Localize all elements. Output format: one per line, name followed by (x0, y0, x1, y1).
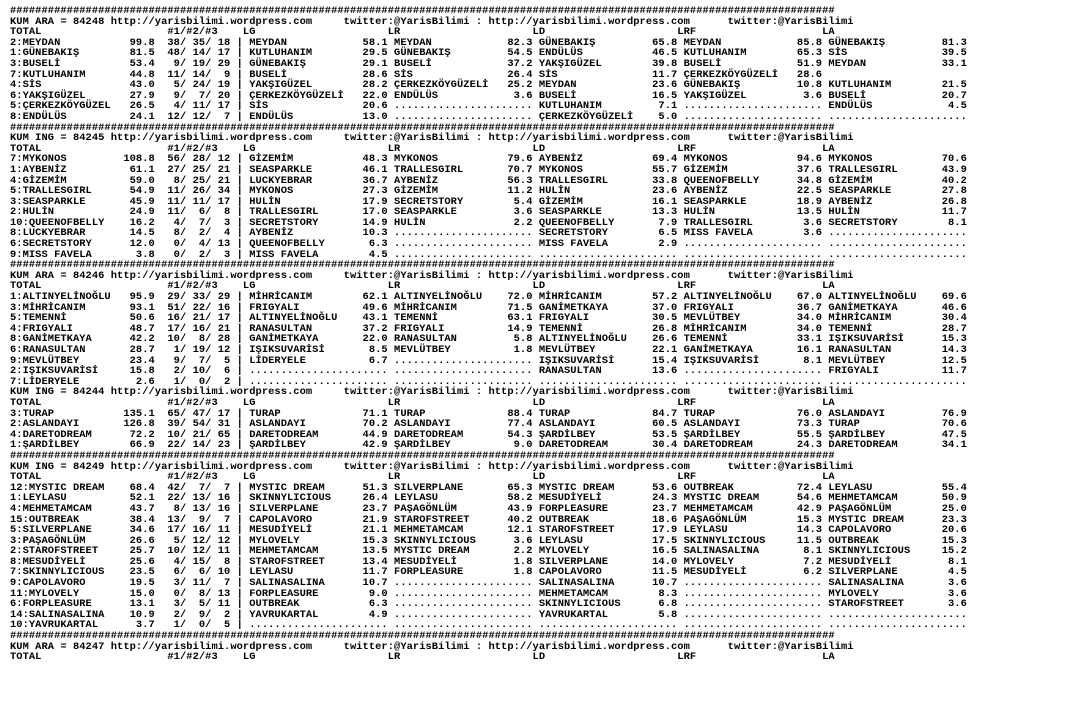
text-line: 2:STAROFSTREET 25.7 10/ 12/ 11 | MEHMETAMCAM 13.5 MYSTIC DREAM 2.2 MYLOVELY 16.5 SALINASALINA 8.1 SKINNYLICIOUS 15.2 (10, 545, 967, 558)
text-line: 2:IŞIKSUVARİSİ 15.8 2/ 10/ 6 | ...................... ...................... RANASULTAN 13.6 ...................... FRIGYALI 11.7 (10, 365, 967, 378)
text-line: 6:SECRETSTORY 12.0 0/ 4/ 13 | QUEENOFBELLY 6.3 ...................... MISS FAVELA 2.9 ...................... ...................... (10, 238, 967, 251)
text-line: TOTAL #1/#2/#3 LG LR LD LRF LA (10, 142, 835, 155)
text-line: 3:BUSELİ 53.4 9/ 19/ 29 | GÜNEBAKIŞ 29.1 BUSELİ 37.2 YAKŞIGÜZEL 39.8 BUSELİ 51.9 MEYDAN 33.1 (10, 57, 967, 70)
text-line: KUM ING = 84245 http://yarisbilimi.wordpress.com twitter:@YarisBilimi : http://yarisbilimi.wordpress.com twitter:@YarisBilimi (10, 132, 854, 145)
text-line: TOTAL #1/#2/#3 LG LR LD LRF LA (10, 651, 835, 664)
text-line: 7:LİDERYELE 2.6 1/ 0/ 2 | ...................... ...................... ...................... ...................... ...................... (10, 375, 967, 388)
text-line: 7:MYKONOS 108.8 56/ 28/ 12 | GİZEMİM 48.3 MYKONOS 79.6 AYBENİZ 69.4 MYKONOS 94.6 MYKONOS 70.6 (10, 153, 967, 166)
text-line: 1:GÜNEBAKIŞ 81.5 48/ 14/ 17 | KUTLUHANIM 29.5 GÜNEBAKIŞ 54.5 ENDÜLÜS 46.5 KUTLUHANIM 65.3 SİS 39.5 (10, 47, 967, 60)
separator-line: ################################################################################################################################### (10, 5, 835, 17)
text-line: TOTAL #1/#2/#3 LG LR LD LRF LA (10, 471, 835, 484)
text-line: 8:LUCKYEBRAR 14.5 8/ 2/ 4 | AYBENİZ 10.3 ...................... SECRETSTORY 6.5 MISS FAVELA 3.6 ...................... (10, 227, 967, 240)
text-line: 5:SILVERPLANE 34.6 17/ 16/ 11 | MESUDİYELİ 21.1 MEHMETAMCAM 12.1 STAROFSTREET 17.9 LEYLASU 14.3 CAPOLAVORO 20.6 (10, 524, 967, 537)
text-line: 3:TURAP 135.1 65/ 47/ 17 | TURAP 71.1 TURAP 88.4 TURAP 84.7 TURAP 76.0 ASLANDAYI 76.9 (10, 407, 967, 420)
separator-line: ################################################################################################################################### (10, 121, 835, 134)
text-line: 9:MEVLÜTBEY 23.4 9/ 7/ 5 | LİDERYELE 6.7 ...................... IŞIKSUVARİSİ 15.4 IŞIKSUVARİSİ 8.1 MEVLÜTBEY 12.5 (10, 354, 967, 367)
text-line: 8:ENDÜLÜS 24.1 12/ 12/ 7 | ENDÜLÜS 13.0 ...................... ÇERKEZKÖYGÜZELİ 5.0 ...................... ...................... (10, 110, 967, 123)
text-line: 6:RANASULTAN 28.7 1/ 19/ 12 | IŞIKSUVARİSİ 8.5 MEVLÜTBEY 1.8 MEVLÜTBEY 22.1 GANİMETKAYA 16.1 RANASULTAN 14.3 (10, 344, 967, 356)
text-line: 2:MEYDAN 99.8 38/ 35/ 18 | MEYDAN 58.1 MEYDAN 82.3 GÜNEBAKIŞ 65.8 MEYDAN 85.8 GÜNEBAKIŞ 81.3 (10, 36, 967, 49)
text-line: 12:MYSTIC DREAM 68.4 42/ 7/ 7 | MYSTIC DREAM 51.3 SILVERPLANE 65.3 MYSTIC DREAM 53.6 OUTBREAK 72.4 LEYLASU 55.4 (10, 481, 967, 494)
text-line: 4:FRIGYALI 48.7 17/ 16/ 21 | RANASULTAN 37.2 FRIGYALI 14.9 TEMENNİ 26.8 MİHRİCANIM 34.0 TEMENNİ 28.7 (10, 322, 967, 335)
text-line: 1:ŞARDİLBEY 66.9 22/ 14/ 23 | ŞARDİLBEY 42.9 ŞARDİLBEY 9.0 DARETODREAM 30.4 DARETODREAM 24.3 DARETODREAM 34.1 (10, 439, 967, 452)
text-line: KUM ING = 84249 http://yarisbilimi.wordpress.com twitter:@YarisBilimi : http://yarisbilimi.wordpress.com twitter:@YarisBilimi (10, 460, 854, 473)
separator-line: ################################################################################################################################### (10, 449, 835, 462)
text-line: 4:GİZEMİM 59.0 8/ 25/ 21 | LUCKYEBRAR 36.7 AYBENİZ 56.3 TRALLESGIRL 33.8 QUEENOFBELLY 34.8 GİZEMİM 40.2 (10, 174, 967, 187)
text-line: 5:TEMENNİ 50.6 16/ 21/ 17 | ALTINYELİNOĞLU 43.1 TEMENNİ 63.1 FRIGYALI 30.5 MEVLÜTBEY 34.0 MİHRİCANIM 30.4 (10, 312, 967, 325)
text-line: 10:YAVRUKARTAL 3.7 1/ 0/ 5 | ...................... ...................... ...................... ...................... ...................... (10, 619, 967, 632)
text-line: 1:AYBENİZ 61.1 27/ 25/ 21 | SEASPARKLE 46.1 TRALLESGIRL 70.7 MYKONOS 55.7 GİZEMİM 37.6 TRALLESGIRL 43.9 (10, 163, 967, 176)
text-line: 7:SKINNYLICIOUS 23.5 6/ 6/ 10 | LEYLASU 11.7 FORPLEASURE 1.8 CAPOLAVORO 11.5 MESUDİYELİ 6.2 SILVERPLANE 4.5 (10, 566, 967, 579)
text-line: 2:HULİN 24.9 11/ 6/ 8 | TRALLESGIRL 17.0 SEASPARKLE 3.6 SEASPARKLE 13.3 HULİN 13.5 HULİN 11.7 (10, 206, 967, 219)
text-line: TOTAL #1/#2/#3 LG LR LD LRF LA (10, 280, 835, 293)
text-line: 9:MISS FAVELA 3.8 0/ 2/ 3 | MISS FAVELA 4.5 ...................... ...................... ...................... ...................... (10, 248, 967, 261)
text-line: 14:SALINASALINA 10.9 2/ 9/ 2 | YAVRUKARTAL 4.9 ...................... YAVRUKARTAL 5.8 ...................... ...................... (10, 608, 967, 621)
text-line: 5:TRALLESGIRL 54.9 11/ 26/ 34 | MYKONOS 27.3 GİZEMİM 11.2 HULİN 23.6 AYBENİZ 22.5 SEASPARKLE 27.8 (10, 185, 967, 198)
text-line: TOTAL #1/#2/#3 LG LR LD LRF LA (10, 26, 835, 39)
text-line: 4:SİS 43.0 5/ 24/ 19 | YAKŞIGÜZEL 28.2 ÇERKEZKÖYGÜZELİ 25.2 MEYDAN 23.6 GÜNEBAKIŞ 10.8 KUTLUHANIM 21.5 (10, 79, 967, 92)
text-line: 3:MİHRİCANIM 93.1 51/ 22/ 16 | FRIGYALI 49.6 MİHRİCANIM 71.5 GANİMETKAYA 37.0 FRIGYALI 36.7 GANİMETKAYA 46.6 (10, 301, 967, 314)
text-line: 5:ÇERKEZKÖYGÜZEL 26.5 4/ 11/ 17 | SİS 20.6 ...................... KUTLUHANIM 7.1 ...................... ENDÜLÜS 4.5 (10, 100, 967, 113)
text-line: 6:FORPLEASURE 13.1 3/ 5/ 11 | OUTBREAK 6.3 ...................... SKINNYLICIOUS 6.8 ...................... STAROFSTREET 3.6 (10, 598, 967, 611)
text-line: 10:QUEENOFBELLY 16.2 4/ 7/ 3 | SECRETSTORY 14.9 HULİN 2.2 QUEENOFBELLY 7.9 TRALLESGIRL 3.6 SECRETSTORY 8.1 (10, 216, 967, 229)
text-line: 2:ASLANDAYI 126.8 39/ 54/ 31 | ASLANDAYI 70.2 ASLANDAYI 77.4 ASLANDAYI 60.5 ASLANDAYI 73.3 TURAP 70.6 (10, 418, 967, 431)
text-line: KUM ARA = 84248 http://yarisbilimi.wordpress.com twitter:@YarisBilimi : http://yarisbilimi.wordpress.com twitter:@YarisBilimi (10, 15, 854, 28)
text-line: KUM ING = 84244 http://yarisbilimi.wordpress.com twitter:@YarisBilimi : http://yarisbilimi.wordpress.com twitter:@YarisBilimi (10, 386, 854, 399)
text-line: 11:MYLOVELY 15.0 0/ 8/ 13 | FORPLEASURE 9.0 ...................... MEHMETAMCAM 8.3 ...................... MYLOVELY 3.6 (10, 587, 967, 600)
text-line: 4:DARETODREAM 72.2 10/ 21/ 65 | DARETODREAM 44.9 DARETODREAM 54.3 ŞARDİLBEY 53.5 ŞARDİLBEY 55.5 ŞARDİLBEY 47.5 (10, 428, 967, 441)
text-line: 8:MESUDİYELİ 25.6 4/ 15/ 8 | STAROFSTREET 13.4 MESUDİYELİ 1.8 SILVERPLANE 14.0 MYLOVELY 7.2 MESUDİYELİ 8.1 (10, 555, 967, 568)
text-line: KUM ARA = 84247 http://yarisbilimi.wordpress.com twitter:@YarisBilimi : http://yarisbilimi.wordpress.com twitter:@YarisBilimi (10, 640, 854, 653)
text-line: 15:OUTBREAK 38.4 13/ 9/ 7 | CAPOLAVORO 21.9 STAROFSTREET 40.2 OUTBREAK 18.6 PAŞAGÖNLÜM 15.3 MYSTIC DREAM 23.3 (10, 513, 967, 526)
separator-line: ################################################################################################################################### (10, 259, 835, 272)
text-line: 1:LEYLASU 52.1 22/ 13/ 16 | SKINNYLICIOUS 26.4 LEYLASU 58.2 MESUDİYELİ 24.3 MYSTIC DREAM 54.6 MEHMETAMCAM 50.9 (10, 492, 967, 505)
separator-line: ################################################################################################################################### (10, 630, 835, 643)
text-line: 9:CAPOLAVORO 19.5 3/ 11/ 7 | SALINASALINA 10.7 ...................... SALINASALINA 10.7 ...................... SALINASALINA 3.6 (10, 577, 967, 590)
text-line: 8:GANİMETKAYA 42.2 10/ 8/ 28 | GANİMETKAYA 22.0 RANASULTAN 5.8 ALTINYELİNOĞLU 26.6 TEMENNİ 33.1 IŞIKSUVARİSİ 15.3 (10, 333, 967, 346)
text-line: KUM ARA = 84246 http://yarisbilimi.wordpress.com twitter:@YarisBilimi : http://yarisbilimi.wordpress.com twitter:@YarisBilimi (10, 269, 854, 282)
text-line: 3:SEASPARKLE 45.9 11/ 11/ 17 | HULİN 17.9 SECRETSTORY 5.4 GİZEMİM 16.1 SEASPARKLE 18.9 AYBENİZ 26.8 (10, 195, 967, 208)
text-line: 1:ALTINYELİNOĞLU 95.9 29/ 33/ 29 | MİHRİCANIM 62.1 ALTINYELİNOĞLU 72.0 MİHRİCANIM 57.2 ALTINYELİNOĞLU 67.0 ALTINYELİNOĞLU 69.6 (10, 291, 967, 304)
text-line: 4:MEHMETAMCAM 43.7 8/ 13/ 16 | SILVERPLANE 23.7 PAŞAGÖNLÜM 43.9 FORPLEASURE 23.7 MEHMETAMCAM 42.9 PAŞAGÖNLÜM 25.0 (10, 502, 967, 515)
text-line: 7:KUTLUHANIM 44.8 11/ 14/ 9 | BUSELİ 28.6 SİS 26.4 SİS 11.7 ÇERKEZKÖYGÜZELİ 28.6 (10, 68, 823, 81)
text-line: 6:YAKŞIGÜZEL 27.9 9/ 7/ 20 | ÇERKEZKÖYGÜZELİ 22.0 ENDÜLÜS 3.6 BUSELİ 16.5 YAKŞIGÜZEL 3.6 BUSELİ 20.7 (10, 89, 967, 102)
text-line: TOTAL #1/#2/#3 LG LR LD LRF LA (10, 396, 835, 409)
text-line: 3:PAŞAGÖNLÜM 26.6 5/ 12/ 12 | MYLOVELY 15.3 SKINNYLICIOUS 3.6 LEYLASU 17.5 SKINNYLICIOUS 11.5 OUTBREAK 15.3 (10, 534, 967, 547)
